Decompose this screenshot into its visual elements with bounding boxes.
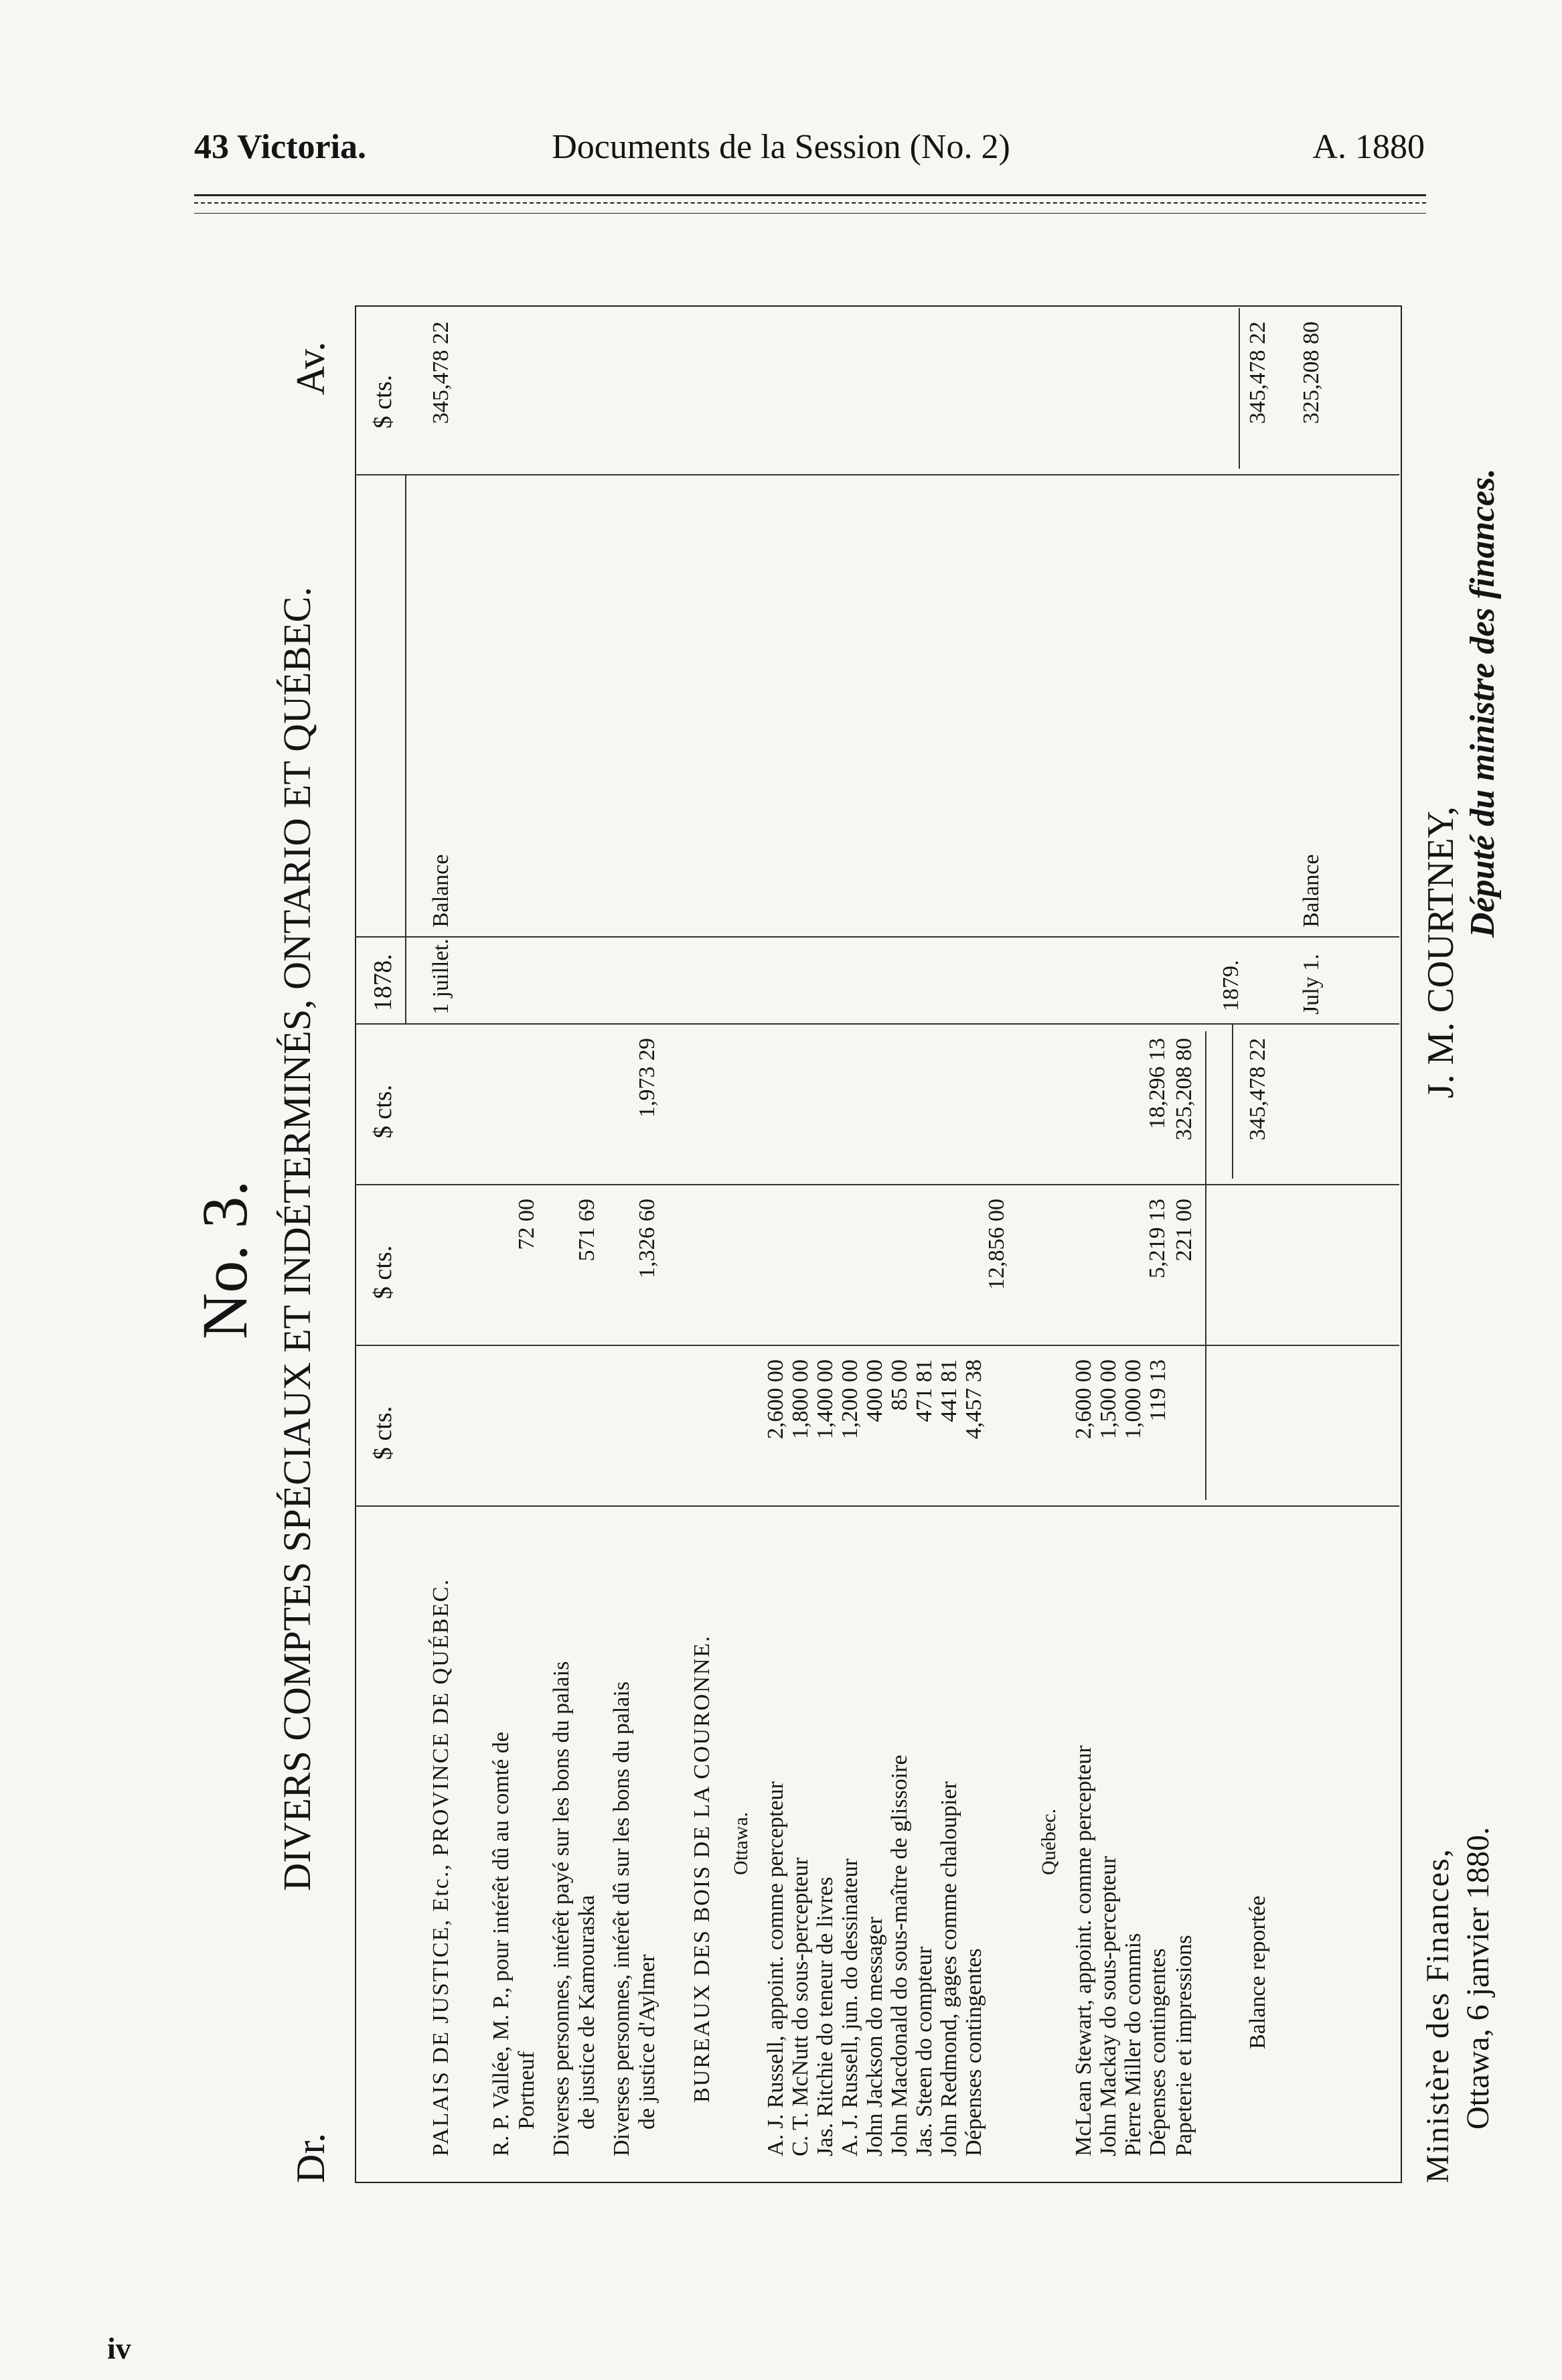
subsection-quebec: Québec. [1038, 1808, 1060, 1875]
entry-amount: 72 00 [514, 1199, 539, 1250]
column-divider [355, 474, 1399, 475]
grand-total-credit: 345,478 22 [1245, 321, 1270, 424]
credit-label: Av. [289, 342, 333, 395]
list-item-amount: 1,500 00 [1096, 1359, 1121, 1439]
list-item-amount: 2,600 00 [1071, 1359, 1096, 1439]
list-item-amount: 85 00 [887, 1359, 912, 1411]
list-item: Jas. Steen do compteur [912, 1946, 937, 2156]
total-rule [1205, 1031, 1206, 1500]
rotated-ledger-page [174, 268, 1502, 2210]
list-item: Dépenses contingentes [1146, 1948, 1170, 2156]
list-item: Jas. Ritchie do teneur de livres [813, 1876, 838, 2156]
statement-title: DIVERS COMPTES SPÉCIAUX ET INDÉTERMINÉS, ONTARIO ET QUÉBEC. [275, 587, 319, 1891]
balance-carried: 325,208 80 [1172, 1038, 1196, 1140]
entry-text: Balance reportée [1245, 1895, 1270, 2049]
credit-entry: Balance [1299, 854, 1324, 927]
statement-number: No. 3. [189, 1180, 260, 1339]
header-rule [194, 194, 1426, 196]
list-item-amount: 441 81 [937, 1359, 961, 1422]
header-rule-dashed [194, 202, 1426, 204]
list-item-amount: 2,600 00 [763, 1359, 788, 1439]
list-item: A. J. Russell, jun. do dessinateur [838, 1858, 862, 2156]
debit-label: Dr. [289, 2133, 333, 2183]
quebec-total: 5,219 13 [1145, 1199, 1170, 1278]
list-item: McLean Stewart, appoint. comme percepteur [1071, 1745, 1096, 2156]
signature-place-date: Ottawa, 6 janvier 1880. [1460, 1827, 1496, 2130]
list-item: Pierre Miller do commis [1121, 1933, 1146, 2156]
header-rule-thin [194, 213, 1426, 214]
list-item: John Jackson do messager [862, 1917, 887, 2156]
column-header: $ cts. [369, 1084, 397, 1138]
list-item-amount: 4,457 38 [961, 1359, 986, 1439]
entry-amount: 221 00 [1172, 1199, 1196, 1262]
ottawa-total: 12,856 00 [984, 1199, 1009, 1290]
section-total: 1,973 29 [635, 1038, 659, 1118]
credit-amount: 345,478 22 [428, 321, 453, 424]
list-item-amount: 400 00 [862, 1359, 887, 1422]
list-item: C. T. McNutt do sous-percepteur [788, 1857, 813, 2156]
credit-amount: 325,208 80 [1299, 321, 1324, 424]
list-item: John Mackay do sous-percepteur [1096, 1856, 1121, 2156]
grand-total-debit: 345,478 22 [1245, 1038, 1270, 1140]
entry-text: de justice de Kamouraska [574, 1894, 599, 2130]
entry-text: Portneuf [514, 2051, 539, 2130]
column-header: $ cts. [369, 374, 397, 429]
entry-text: Diverses personnes, intérêt payé sur les bons du palais [549, 1661, 574, 2156]
row-divider [405, 475, 406, 1025]
list-item: John Macdonald do sous-maître de glissoire [887, 1755, 912, 2156]
column-divider [355, 1505, 1399, 1507]
header-year: A. 1880 [1312, 128, 1425, 166]
credit-date: July 1. [1299, 954, 1324, 1015]
total-rule [1232, 1025, 1233, 1179]
header-document-title: Documents de la Session (No. 2) [552, 128, 1010, 166]
entry-text: de justice d'Aylmer [635, 1954, 659, 2130]
ministry-name: Ministère des Finances, [1420, 1848, 1456, 2183]
subsection-ottawa: Ottawa. [730, 1811, 752, 1875]
entry-text: Diverses personnes, intérêt dû sur les bons du palais [609, 1681, 634, 2156]
list-item: A. J. Russell, appoint. comme percepteur [763, 1781, 788, 2156]
column-divider [355, 1184, 1399, 1185]
list-item: Dépenses contingentes [961, 1948, 986, 2156]
credit-year: 1879. [1219, 960, 1243, 1011]
column-header: $ cts. [369, 1245, 397, 1299]
credit-entry: Balance [428, 854, 453, 927]
signatory-name: J. M. COURTNEY, [1420, 806, 1462, 1098]
signatory-role: Député du ministre des finances. [1464, 468, 1502, 938]
list-item-amount: 119 13 [1146, 1359, 1170, 1422]
entry-amount: 1,326 60 [635, 1199, 659, 1278]
section-title-palais: PALAIS DE JUSTICE, Etc., PROVINCE DE QUÉBEC. [428, 1578, 453, 2156]
list-item: John Redmond, gages comme chaloupier [937, 1781, 961, 2156]
list-item-amount: 1,200 00 [838, 1359, 862, 1439]
total-rule [1239, 308, 1240, 469]
entry-amount: 571 69 [574, 1199, 599, 1262]
bureaux-total: 18,296 13 [1145, 1038, 1170, 1129]
column-header: $ cts. [369, 1406, 397, 1460]
list-item-amount: 1,400 00 [813, 1359, 838, 1439]
header-session-year: 43 Victoria. [194, 128, 367, 166]
entry-text: Papeterie et impressions [1172, 1935, 1196, 2156]
column-divider [355, 1345, 1399, 1346]
column-header: 1878. [369, 954, 397, 1011]
list-item-amount: 1,000 00 [1121, 1359, 1146, 1439]
credit-date: 1 juillet. [428, 938, 453, 1015]
list-item-amount: 1,800 00 [788, 1359, 813, 1439]
section-title-bureaux: BUREAUX DES BOIS DE LA COURONNE. [690, 1635, 714, 2103]
page-number: iv [107, 2331, 131, 2365]
column-divider [355, 936, 1399, 938]
entry-text: R. P. Vallée, M. P., pour intérêt dû au comté de [489, 1732, 514, 2156]
list-item-amount: 471 81 [912, 1359, 937, 1422]
column-divider [355, 1023, 1399, 1025]
